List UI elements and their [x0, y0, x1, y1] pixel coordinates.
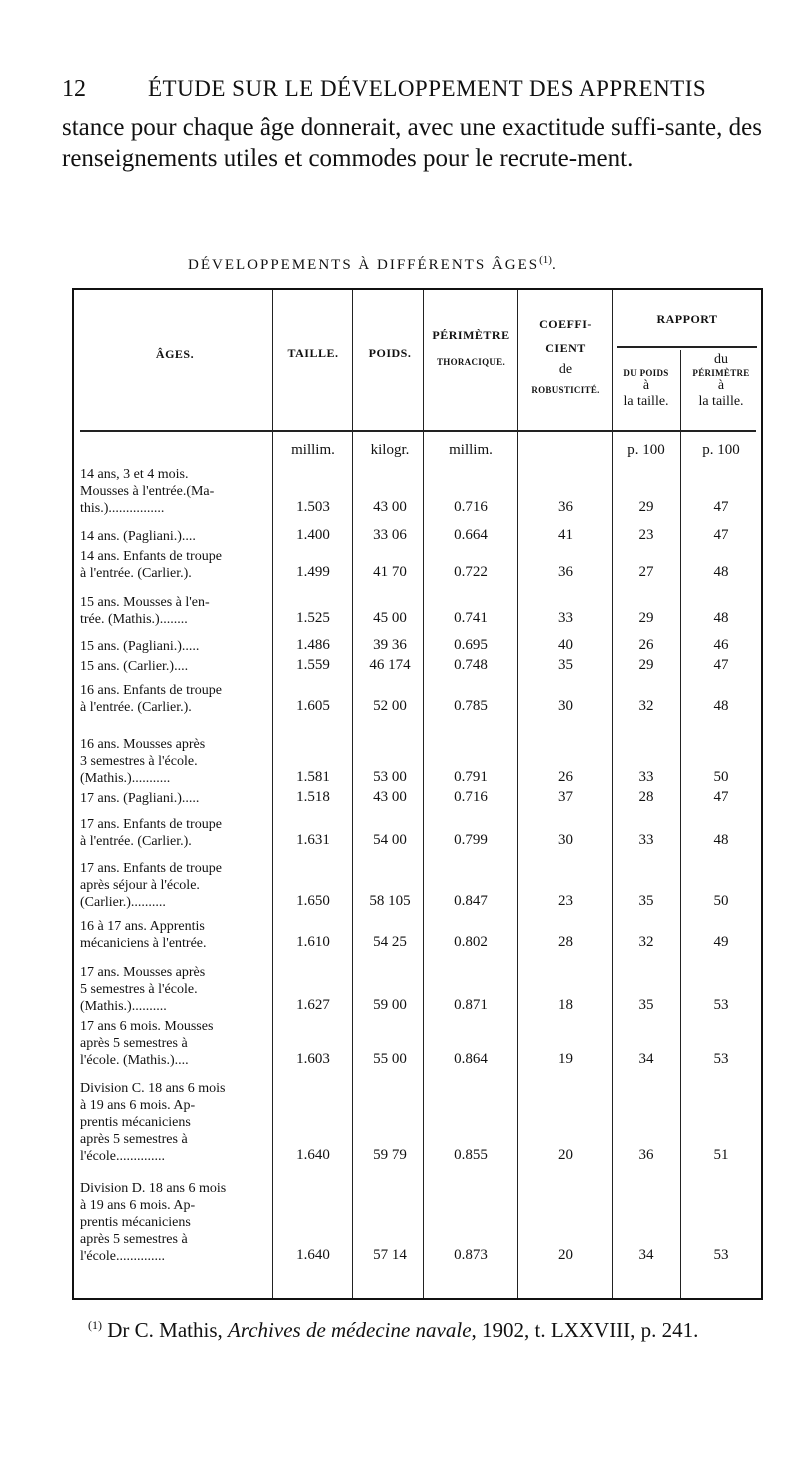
rapport-rule: [617, 346, 757, 348]
row-perimetre: 0.871: [454, 997, 488, 1013]
row-rapport-poids: 34: [638, 1051, 654, 1067]
row-taille: 1.581: [296, 769, 330, 785]
header-coeff-line2: CIENT: [545, 341, 586, 355]
row-coefficient: 33: [558, 610, 573, 626]
row-taille: 1.559: [296, 657, 330, 673]
row-age-line: Division D. 18 ans 6 mois: [80, 1181, 227, 1196]
table-title-note: (1): [539, 254, 552, 266]
row-age: [80, 790, 270, 807]
column-rule: [272, 290, 273, 1298]
row-taille: 1.499: [296, 564, 330, 580]
row-poids: 41 70: [373, 564, 407, 580]
row-rapport-poids: 29: [638, 499, 654, 515]
row-coefficient: 36: [558, 564, 573, 580]
row-age-line: 3 semestres à l'école.: [80, 754, 198, 769]
row-taille: 1.503: [296, 499, 330, 515]
header-taille: TAILLE.: [287, 346, 339, 360]
row-age-line: (Carlier.)..........: [80, 895, 166, 910]
row-age: [80, 548, 270, 582]
row-coefficient: 18: [558, 997, 573, 1013]
row-rapport-poids: 27: [638, 564, 654, 580]
row-age-line: après séjour à l'école.: [80, 878, 200, 893]
row-age-line: après 5 semestres à: [80, 1036, 188, 1051]
row-age-line: après 5 semestres à: [80, 1232, 188, 1247]
row-age: [80, 736, 270, 787]
row-age-line: l'école..............: [80, 1249, 165, 1264]
unit-poids: kilogr.: [370, 442, 410, 458]
header-coeff-line1: COEFFI-: [539, 317, 592, 331]
unit-taille: millim.: [291, 442, 335, 458]
header-perimetre-line2: THORACIQUE.: [436, 357, 506, 367]
row-age-line: (Mathis.)..........: [80, 999, 167, 1014]
row-rapport-poids: 35: [638, 893, 654, 909]
row-taille: 1.400: [296, 527, 330, 543]
row-age-line: à 19 ans 6 mois. Ap-: [80, 1198, 196, 1213]
row-poids: 59 00: [373, 997, 407, 1013]
row-age: [80, 1180, 270, 1265]
header-rp-line2: à: [642, 378, 650, 393]
row-age-line: à l'entrée. (Carlier.).: [80, 700, 192, 715]
running-title: ÉTUDE SUR LE DÉVELOPPEMENT DES APPRENTIS: [148, 76, 707, 101]
header-poids: POIDS.: [368, 346, 412, 360]
row-age-line: 15 ans. Mousses à l'en-: [80, 595, 210, 610]
row-perimetre: 0.785: [454, 698, 488, 714]
header-rapport: [612, 312, 762, 327]
row-age-line: 17 ans. (Pagliani.).....: [80, 791, 200, 806]
row-age-line: Division C. 18 ans 6 mois: [80, 1081, 226, 1096]
row-age: [80, 658, 270, 675]
row-poids: 52 00: [373, 698, 407, 714]
row-age: [80, 466, 270, 517]
header-rq-line2: PÉRIMÈTRE: [692, 368, 750, 378]
row-coefficient: 20: [558, 1247, 573, 1263]
row-rapport-perimetre: 46: [713, 637, 729, 653]
row-rapport-perimetre: 47: [713, 499, 729, 515]
row-taille: 1.640: [296, 1147, 330, 1163]
row-poids: 33 06: [373, 527, 407, 543]
row-poids: 59 79: [373, 1147, 407, 1163]
row-age-line: 16 ans. Enfants de troupe: [80, 683, 222, 698]
row-rapport-perimetre: 48: [713, 564, 729, 580]
footnote-mark: (1): [88, 1318, 102, 1332]
row-rapport-perimetre: 53: [713, 1247, 729, 1263]
row-rapport-poids: 35: [638, 997, 654, 1013]
row-age-line: (Mathis.)...........: [80, 771, 171, 786]
unit-rapport-perimetre: p. 100: [702, 442, 740, 458]
header-rq-line1: du: [714, 352, 728, 367]
row-rapport-poids: 29: [638, 610, 654, 626]
row-rapport-poids: 32: [638, 934, 654, 950]
row-age: [80, 860, 270, 911]
row-age-line: 14 ans. (Pagliani.)....: [80, 529, 196, 544]
row-perimetre: 0.722: [454, 564, 488, 580]
row-poids: 54 25: [373, 934, 407, 950]
header-rq-line4: la taille.: [698, 394, 744, 409]
row-taille: 1.603: [296, 1051, 330, 1067]
header-rapport-poids: [612, 360, 680, 410]
table-title: DÉVELOPPEMENTS À DIFFÉRENTS ÂGES$^{(1)}$.: [188, 254, 558, 273]
header-rapport-perimetre: [680, 352, 762, 410]
row-age-line: 16 à 17 ans. Apprentis: [80, 919, 205, 934]
row-coefficient: 37: [558, 789, 573, 805]
row-perimetre: 0.791: [454, 769, 488, 785]
row-taille: 1.518: [296, 789, 330, 805]
header-rp-line1: DU POIDS: [623, 368, 669, 378]
row-coefficient: 30: [558, 832, 573, 848]
row-rapport-perimetre: 47: [713, 657, 729, 673]
row-perimetre: 0.741: [454, 610, 488, 626]
table-title-text: DÉVELOPPEMENTS À DIFFÉRENTS ÂGES: [188, 257, 540, 273]
row-taille: 1.525: [296, 610, 330, 626]
row-perimetre: 0.716: [454, 499, 488, 515]
row-age-line: 14 ans. Enfants de troupe: [80, 549, 222, 564]
row-rapport-poids: 32: [638, 698, 654, 714]
row-taille: 1.631: [296, 832, 330, 848]
row-age-line: trée. (Mathis.)........: [80, 612, 188, 627]
row-age-line: 17 ans 6 mois. Mousses: [80, 1019, 214, 1034]
row-age: [80, 594, 270, 628]
header-perimetre-line1: PÉRIMÈTRE: [432, 328, 510, 342]
row-poids: 45 00: [373, 610, 407, 626]
row-age-line: à l'entrée. (Carlier.).: [80, 834, 192, 849]
column-rule: [352, 290, 353, 1298]
row-coefficient: 40: [558, 637, 573, 653]
row-poids: 55 00: [373, 1051, 407, 1067]
row-perimetre: 0.799: [454, 832, 488, 848]
unit-perimetre: millim.: [449, 442, 493, 458]
row-taille: 1.640: [296, 1247, 330, 1263]
header-perimetre: [425, 328, 517, 367]
row-perimetre: 0.847: [454, 893, 488, 909]
row-age-line: 16 ans. Mousses après: [80, 737, 206, 752]
row-taille: 1.610: [296, 934, 330, 950]
row-rapport-perimetre: 48: [713, 698, 729, 714]
row-perimetre: 0.695: [454, 637, 488, 653]
row-rapport-poids: 34: [638, 1247, 654, 1263]
row-age: [80, 528, 270, 545]
row-coefficient: 26: [558, 769, 573, 785]
row-age-line: 15 ans. (Carlier.)....: [80, 659, 189, 674]
row-age-line: Mousses à l'entrée.(Ma-: [80, 484, 215, 499]
row-poids: 43 00: [373, 499, 407, 515]
row-age: [80, 964, 270, 1015]
row-coefficient: 28: [558, 934, 573, 950]
row-rapport-perimetre: 48: [713, 832, 729, 848]
row-rapport-poids: 23: [638, 527, 654, 543]
header-rule: [80, 430, 756, 432]
footnote-journal-title: Archives de médecine navale: [228, 1318, 472, 1342]
row-age-line: après 5 semestres à: [80, 1132, 188, 1147]
row-rapport-poids: 33: [638, 832, 654, 848]
row-age: [80, 1080, 270, 1165]
row-age: [80, 918, 270, 952]
row-age-line: à l'entrée. (Carlier.).: [80, 566, 192, 581]
header-rp-line3: la taille.: [623, 394, 669, 409]
row-age: [80, 1018, 270, 1069]
header-coeff-line3: de: [558, 362, 573, 377]
footnote-text-after: , 1902, t. LXXVIII, p. 241.: [471, 1318, 699, 1342]
header-ages: ÂGES.: [155, 347, 195, 361]
row-poids: 46 174: [369, 657, 411, 673]
row-poids: 58 105: [369, 893, 411, 909]
row-age-line: this.)................: [80, 501, 165, 516]
row-age-line: 15 ans. (Pagliani.).....: [80, 639, 200, 654]
row-taille: 1.605: [296, 698, 330, 714]
row-poids: 39 36: [373, 637, 407, 653]
row-rapport-poids: 33: [638, 769, 654, 785]
footnote: [88, 1318, 778, 1343]
row-age: [80, 638, 270, 655]
row-rapport-perimetre: 51: [713, 1147, 729, 1163]
row-age-line: l'école..............: [80, 1149, 165, 1164]
row-poids: 53 00: [373, 769, 407, 785]
row-poids: 43 00: [373, 789, 407, 805]
footnote-text-before: Dr C. Mathis,: [107, 1318, 228, 1342]
row-perimetre: 0.716: [454, 789, 488, 805]
row-age-line: 17 ans. Enfants de troupe: [80, 817, 222, 832]
page-number: 12: [62, 76, 86, 102]
column-rule: [423, 290, 424, 1298]
unit-rapport-poids: p. 100: [627, 442, 665, 458]
row-age: [80, 816, 270, 850]
row-coefficient: 30: [558, 698, 573, 714]
row-age-line: 17 ans. Mousses après: [80, 965, 206, 980]
row-rapport-perimetre: 50: [713, 893, 729, 909]
row-coefficient: 35: [558, 657, 573, 673]
row-rapport-poids: 26: [638, 637, 654, 653]
row-rapport-perimetre: 47: [713, 789, 729, 805]
row-age-line: à 19 ans 6 mois. Ap-: [80, 1098, 196, 1113]
row-age-line: l'école. (Mathis.)....: [80, 1053, 189, 1068]
intro-paragraph: stance pour chaque âge donnerait, avec une exactitude suffi-sante, des renseignements utiles et commodes pour le recrute-ment.: [62, 114, 762, 172]
row-coefficient: 19: [558, 1051, 573, 1067]
row-taille: 1.486: [296, 637, 330, 653]
row-taille: 1.627: [296, 997, 330, 1013]
row-age-line: 14 ans, 3 et 4 mois.: [80, 467, 189, 482]
row-age-line: prentis mécaniciens: [80, 1115, 191, 1130]
row-rapport-poids: 29: [638, 657, 654, 673]
row-age-line: 17 ans. Enfants de troupe: [80, 861, 222, 876]
row-age-line: prentis mécaniciens: [80, 1215, 191, 1230]
row-age-line: mécaniciens à l'entrée.: [80, 936, 207, 951]
row-rapport-poids: 36: [638, 1147, 654, 1163]
row-perimetre: 0.864: [454, 1051, 488, 1067]
row-coefficient: 23: [558, 893, 573, 909]
row-perimetre: 0.873: [454, 1247, 488, 1263]
row-poids: 54 00: [373, 832, 407, 848]
row-coefficient: 20: [558, 1147, 573, 1163]
row-taille: 1.650: [296, 893, 330, 909]
row-perimetre: 0.802: [454, 934, 488, 950]
header-coefficient: [518, 312, 613, 400]
header-rq-line3: à: [717, 378, 725, 393]
header-coeff-line4: ROBUSTICITÉ.: [531, 385, 600, 395]
row-age-line: 5 semestres à l'école.: [80, 982, 198, 997]
row-coefficient: 41: [558, 527, 573, 543]
row-poids: 57 14: [373, 1247, 407, 1263]
row-rapport-poids: 28: [638, 789, 654, 805]
row-perimetre: 0.664: [454, 527, 488, 543]
row-age: [80, 682, 270, 716]
row-perimetre: 0.748: [454, 657, 488, 673]
row-rapport-perimetre: 53: [713, 997, 729, 1013]
page-header: [62, 72, 752, 106]
row-rapport-perimetre: 48: [713, 610, 729, 626]
row-rapport-perimetre: 50: [713, 769, 729, 785]
row-coefficient: 36: [558, 499, 573, 515]
header-rapport-label: RAPPORT: [656, 312, 718, 326]
row-rapport-perimetre: 53: [713, 1051, 729, 1067]
row-rapport-perimetre: 49: [713, 934, 729, 950]
row-perimetre: 0.855: [454, 1147, 488, 1163]
row-rapport-perimetre: 47: [713, 527, 729, 543]
